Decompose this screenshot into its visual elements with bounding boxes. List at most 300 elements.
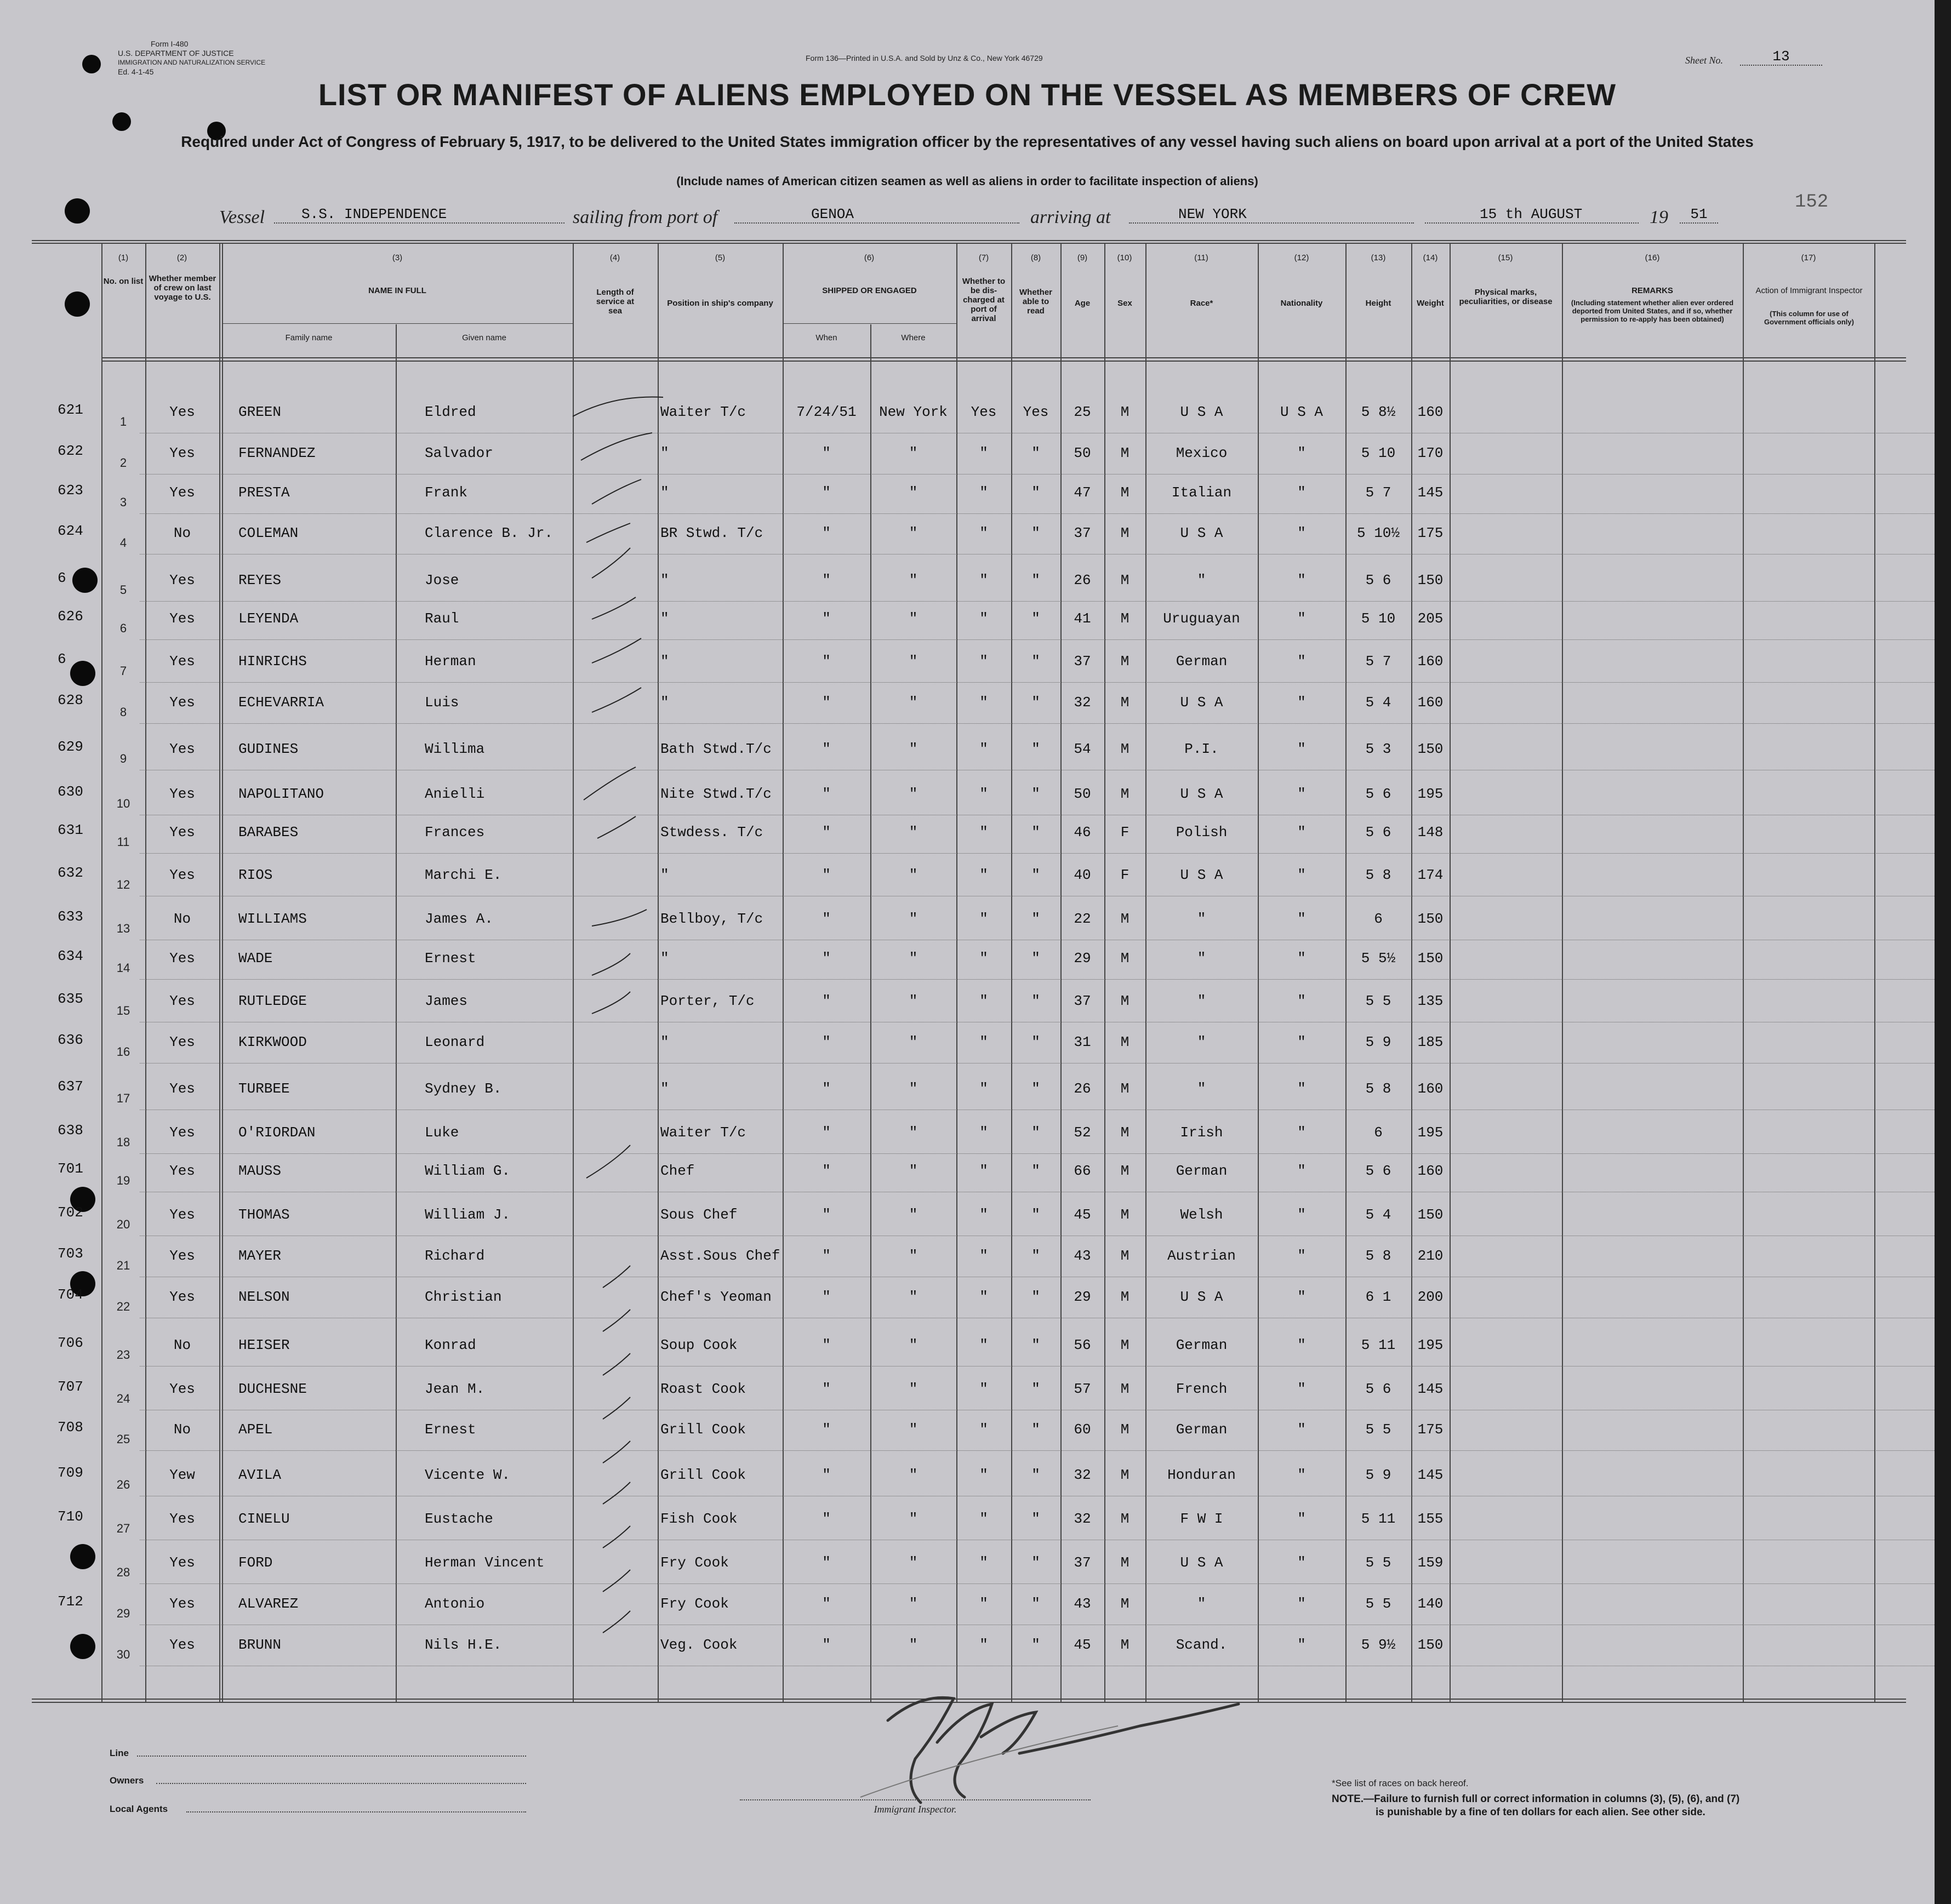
race-cell: Scand. [1176,1637,1228,1653]
shipped-where-cell: " [909,1554,918,1571]
family-name-cell: WILLIAMS [238,911,307,927]
weight-cell: 150 [1417,911,1444,927]
age-cell: 32 [1074,1511,1091,1527]
margin-row-id: 623 [58,482,83,499]
race-cell: German [1176,1421,1228,1438]
nationality-cell: " [1297,1124,1306,1141]
race-cell: " [1197,1080,1206,1097]
weight-cell: 200 [1417,1289,1444,1305]
height-cell: 5 9½ [1361,1637,1396,1653]
port-from: GENOA [734,206,1019,224]
shipped-where-cell: " [909,1467,918,1483]
margin-row-id: 708 [58,1419,83,1436]
age-cell: 43 [1074,1248,1091,1264]
table-row [0,981,1935,1022]
given-name-cell: Herman [425,653,476,670]
agents-field [186,1811,526,1812]
table-row [0,1583,1935,1625]
race-cell: U S A [1180,525,1223,541]
position-cell: Fry Cook [660,1596,729,1612]
row-number: 24 [116,1392,130,1405]
discharge-cell: " [979,741,988,757]
page-subtitle: Required under Act of Congress of February 5, 1917, to be delivered to the United States immigration officer by the representatives of any vessel having such aliens on board upon arrival at a port of the United States [181,133,1754,150]
given-name-cell: Clarence B. Jr. [425,525,554,541]
age-cell: 41 [1074,610,1091,627]
prev-voyage-cell: No [173,525,191,541]
prev-voyage-cell: No [173,911,191,927]
sheet-label: Sheet No. [1685,55,1723,66]
nationality-cell: " [1297,1034,1306,1050]
sailing-label: sailing from port of [573,207,718,227]
race-cell: Honduran [1167,1467,1236,1483]
row-number: 21 [116,1259,130,1272]
page-title: LIST OR MANIFEST OF ALIENS EMPLOYED ON THE VESSEL AS MEMBERS OF CREW [318,77,1617,112]
given-name-cell: William J. [425,1207,511,1223]
race-cell: F W I [1180,1511,1223,1527]
shipped-where-cell: " [909,1248,918,1264]
margin-row-id: 630 [58,784,83,800]
row-number: 18 [116,1135,130,1149]
discharge-cell: Yes [971,404,997,420]
given-name-cell: Richard [425,1248,485,1264]
position-cell: Grill Cook [660,1421,746,1438]
nationality-cell: " [1297,525,1306,541]
row-number: 23 [116,1348,130,1362]
dept-line1: U.S. DEPARTMENT OF JUSTICE [118,49,234,58]
row-number: 4 [119,536,127,550]
sex-cell: M [1120,1596,1129,1612]
family-name-cell: RUTLEDGE [238,993,307,1009]
table-row [0,560,1935,602]
height-cell: 5 10 [1361,610,1396,627]
row-number: 29 [116,1606,130,1620]
shipped-when-cell: " [822,867,831,883]
height-cell: 5 5½ [1361,950,1396,967]
sex-cell: M [1120,610,1129,627]
column-number: (9) [1077,253,1088,262]
form-code: Ed. 4-1-45 [118,67,154,76]
agents-label: Local Agents [110,1804,168,1814]
given-name-cell: Eldred [425,404,476,420]
shipped-when-cell: " [822,1207,831,1223]
row-separator [140,979,1935,980]
shipped-when-cell: " [822,1381,831,1397]
column-number: (5) [715,253,726,262]
able-to-read-cell: " [1031,1207,1040,1223]
shipped-where-cell: " [909,950,918,967]
able-to-read-cell: " [1031,525,1040,541]
sex-cell: F [1120,867,1129,883]
given-name-cell: Vicente W. [425,1467,511,1483]
margin-row-id: 626 [58,608,83,625]
row-separator [140,853,1935,854]
prev-voyage-cell: Yes [169,1381,195,1397]
height-cell: 5 7 [1365,484,1391,501]
margin-row-id: 6 [58,570,66,586]
row-number: 10 [116,797,130,810]
discharge-cell: " [979,993,988,1009]
sex-cell: M [1120,484,1129,501]
given-name-cell: Herman Vincent [425,1554,545,1571]
age-cell: 43 [1074,1596,1091,1612]
height-cell: 5 6 [1365,572,1391,588]
nationality-cell: " [1297,1421,1306,1438]
age-cell: 66 [1074,1163,1091,1179]
sex-cell: M [1120,1034,1129,1050]
age-cell: 47 [1074,484,1091,501]
shipped-when-cell: " [822,741,831,757]
age-cell: 37 [1074,653,1091,670]
column-number: (8) [1030,253,1041,262]
page-stamp: 152 [1795,192,1829,213]
col-sex-header: Sex [1117,299,1132,308]
height-cell: 6 [1374,911,1383,927]
margin-row-id: 702 [58,1204,83,1221]
table-row [0,1236,1935,1277]
sex-cell: M [1120,1207,1129,1223]
shipped-when-cell: " [822,1163,831,1179]
height-cell: 5 8 [1365,867,1391,883]
weight-cell: 160 [1417,1163,1444,1179]
age-cell: 45 [1074,1207,1091,1223]
age-cell: 26 [1074,1080,1091,1097]
race-cell: U S A [1180,1289,1223,1305]
table-row [0,1194,1935,1236]
margin-row-id: 637 [58,1078,83,1095]
column-number: (11) [1194,253,1208,262]
arriving-label: arriving at [1030,207,1111,227]
weight-cell: 159 [1417,1554,1444,1571]
able-to-read-cell: " [1031,1163,1040,1179]
height-cell: 5 4 [1365,694,1391,711]
position-cell: Bath Stwd.T/c [660,741,772,757]
margin-row-id: 632 [58,865,83,881]
weight-cell: 150 [1417,1637,1444,1653]
position-cell: Sous Chef [660,1207,738,1223]
owners-field [156,1783,526,1784]
table-row [0,392,1935,433]
height-cell: 5 3 [1365,741,1391,757]
family-name-cell: LEYENDA [238,610,299,627]
discharge-cell: " [979,911,988,927]
race-cell: Italian [1171,484,1232,501]
given-name-cell: Leonard [425,1034,485,1050]
family-name-cell: FERNANDEZ [238,445,316,461]
age-cell: 22 [1074,911,1091,927]
prev-voyage-cell: Yes [169,1124,195,1141]
race-cell: " [1197,1596,1206,1612]
prev-voyage-cell: Yes [169,1637,195,1653]
table-row [0,472,1935,514]
margin-row-id: 709 [58,1465,83,1481]
sex-cell: M [1120,741,1129,757]
family-name-cell: RIOS [238,867,273,883]
race-cell: " [1197,993,1206,1009]
position-cell: " [660,610,669,627]
column-number: (14) [1423,253,1438,262]
position-cell: Veg. Cook [660,1637,738,1653]
position-cell: " [660,694,669,711]
shipped-where-cell: " [909,445,918,461]
able-to-read-cell: " [1031,694,1040,711]
race-cell: Polish [1176,824,1228,840]
position-cell: " [660,484,669,501]
family-name-cell: HINRICHS [238,653,307,670]
line-field [137,1756,526,1757]
given-name-cell: Ernest [425,950,476,967]
age-cell: 60 [1074,1421,1091,1438]
shipped-where-cell: " [909,1034,918,1050]
table-row [0,1022,1935,1064]
weight-cell: 155 [1417,1511,1444,1527]
family-name-cell: MAUSS [238,1163,282,1179]
shipped-when-cell: " [822,525,831,541]
position-cell: " [660,1034,669,1050]
given-name-cell: William G. [425,1163,511,1179]
weight-cell: 150 [1417,1207,1444,1223]
col-prev-voyage-header: Whether member of crew on last voyage to U.S. [149,274,216,302]
able-to-read-cell: " [1031,1421,1040,1438]
table-top-rule [32,240,1906,241]
prev-voyage-cell: Yes [169,404,195,420]
sex-cell: M [1120,525,1129,541]
age-cell: 37 [1074,525,1091,541]
position-cell: Chef's Yeoman [660,1289,772,1305]
prev-voyage-cell: Yes [169,1511,195,1527]
margin-row-id: 636 [58,1032,83,1048]
given-name-cell: Luis [425,694,459,711]
col-read-header: Whether able to read [1019,288,1052,316]
margin-row-id: 638 [58,1122,83,1139]
able-to-read-cell: " [1031,572,1040,588]
shipped-when-cell: " [822,1596,831,1612]
nationality-cell: " [1297,694,1306,711]
given-name-cell: Frank [425,484,468,501]
margin-row-id: 622 [58,443,83,459]
position-cell: Bellboy, T/c [660,911,763,927]
shipped-where-cell: " [909,1163,918,1179]
height-cell: 5 10 [1361,445,1396,461]
weight-cell: 135 [1417,993,1444,1009]
prev-voyage-cell: Yes [169,950,195,967]
height-cell: 5 5 [1365,1596,1391,1612]
given-name-cell: Willima [425,741,485,757]
sex-cell: M [1120,1289,1129,1305]
table-row [0,682,1935,724]
row-number: 2 [119,456,127,470]
sex-cell: M [1120,993,1129,1009]
shipped-when-cell: " [822,572,831,588]
table-row [0,729,1935,770]
weight-cell: 140 [1417,1596,1444,1612]
shipped-where-cell: " [909,1381,918,1397]
race-cell: German [1176,1337,1228,1353]
weight-cell: 150 [1417,950,1444,967]
sex-cell: M [1120,404,1129,420]
able-to-read-cell: " [1031,824,1040,840]
nationality-cell: " [1297,867,1306,883]
able-to-read-cell: " [1031,911,1040,927]
arrival-date: 15 th AUGUST [1425,206,1639,224]
able-to-read-cell: " [1031,653,1040,670]
margin-row-id: 635 [58,991,83,1007]
row-number: 11 [117,835,130,849]
col-name-header: NAME IN FULL [368,286,426,295]
discharge-cell: " [979,1511,988,1527]
able-to-read-cell: " [1031,1080,1040,1097]
nationality-cell: " [1297,1207,1306,1223]
prev-voyage-cell: Yes [169,741,195,757]
row-number: 15 [116,1004,130,1017]
race-cell: Welsh [1180,1207,1223,1223]
discharge-cell: " [979,1289,988,1305]
prev-voyage-cell: Yes [169,1248,195,1264]
age-cell: 29 [1074,1289,1091,1305]
able-to-read-cell: " [1031,950,1040,967]
height-cell: 5 6 [1365,824,1391,840]
height-cell: 5 8 [1365,1080,1391,1097]
col-when-header: When [815,333,837,342]
column-number: (17) [1801,253,1816,262]
nationality-cell: " [1297,1289,1306,1305]
weight-cell: 145 [1417,484,1444,501]
family-name-cell: THOMAS [238,1207,290,1223]
year-prefix: 19 [1650,207,1668,227]
position-cell: " [660,950,669,967]
age-cell: 26 [1074,572,1091,588]
col-family-name-header: Family name [285,333,333,342]
margin-row-id: 706 [58,1335,83,1351]
weight-cell: 195 [1417,1124,1444,1141]
prev-voyage-cell: Yes [169,572,195,588]
sex-cell: M [1120,1511,1129,1527]
margin-row-id: 621 [58,402,83,418]
weight-cell: 160 [1417,653,1444,670]
given-name-cell: Jean M. [425,1381,485,1397]
port-to: NEW YORK [1129,206,1414,224]
row-number: 1 [119,415,127,428]
weight-cell: 175 [1417,525,1444,541]
table-row [0,513,1935,554]
able-to-read-cell: " [1031,1034,1040,1050]
punch-hole [65,198,90,224]
able-to-read-cell: " [1031,445,1040,461]
discharge-cell: " [979,653,988,670]
discharge-cell: " [979,950,988,967]
given-name-cell: James A. [425,911,493,927]
position-cell: Fry Cook [660,1554,729,1571]
sheet-number: 13 [1740,48,1822,66]
position-cell: Chef [660,1163,695,1179]
row-number: 13 [116,922,130,935]
col-weight-header: Weight [1417,299,1444,308]
table-row [0,774,1935,815]
race-cell: U S A [1180,694,1223,711]
height-cell: 5 8½ [1361,404,1396,420]
nationality-cell: " [1297,1596,1306,1612]
height-cell: 5 9 [1365,1467,1391,1483]
col-marks-header: Physical marks, peculiarities, or disease [1459,288,1553,306]
family-name-cell: ECHEVARRIA [238,694,324,711]
inspector-signature [855,1671,1348,1814]
shipped-where-cell: " [909,694,918,711]
sex-cell: M [1120,1421,1129,1438]
race-cell: U S A [1180,404,1223,420]
height-cell: 6 1 [1365,1289,1391,1305]
shipped-when-cell: " [822,950,831,967]
given-name-cell: Ernest [425,1421,476,1438]
nationality-cell: " [1297,445,1306,461]
position-cell: " [660,653,669,670]
weight-cell: 175 [1417,1421,1444,1438]
col-action-header: Action of Immigrant Inspector [1755,286,1863,295]
weight-cell: 150 [1417,572,1444,588]
table-row [0,1542,1935,1584]
col-given-name-header: Given name [462,333,506,342]
family-name-cell: KIRKWOOD [238,1034,307,1050]
height-cell: 5 4 [1365,1207,1391,1223]
age-cell: 29 [1074,950,1091,967]
prev-voyage-cell: Yes [169,1596,195,1612]
sex-cell: M [1120,1554,1129,1571]
able-to-read-cell: " [1031,1124,1040,1141]
weight-cell: 148 [1417,824,1444,840]
col-height-header: Height [1365,299,1391,308]
discharge-cell: " [979,1596,988,1612]
family-name-cell: ALVAREZ [238,1596,299,1612]
col-action-note: (This column for use of Government officials only) [1764,310,1854,326]
nationality-cell: U S A [1280,404,1323,420]
discharge-cell: " [979,694,988,711]
race-cell: Irish [1180,1124,1223,1141]
year-suffix: 51 [1680,206,1718,224]
height-cell: 5 5 [1365,993,1391,1009]
table-row [0,1151,1935,1192]
family-name-cell: NELSON [238,1289,290,1305]
race-cell: U S A [1180,786,1223,802]
weight-cell: 145 [1417,1381,1444,1397]
shipped-where-cell: " [909,867,918,883]
prev-voyage-cell: No [173,1421,191,1438]
position-cell: Fish Cook [660,1511,738,1527]
discharge-cell: " [979,1337,988,1353]
nationality-cell: " [1297,572,1306,588]
col-service-header: Length of service at sea [596,288,635,316]
column-number: (15) [1498,253,1513,262]
table-row [0,641,1935,683]
age-cell: 52 [1074,1124,1091,1141]
race-cell: " [1197,911,1206,927]
race-cell: German [1176,1163,1228,1179]
shipped-where-cell: " [909,610,918,627]
family-name-cell: BARABES [238,824,299,840]
able-to-read-cell: " [1031,484,1040,501]
family-name-cell: HEISER [238,1337,290,1353]
family-name-cell: TURBEE [238,1080,290,1097]
row-number: 25 [116,1432,130,1446]
shipped-when-cell: " [822,1080,831,1097]
able-to-read-cell: " [1031,741,1040,757]
col-where-header: Where [901,333,926,342]
margin-row-id: 634 [58,948,83,964]
discharge-cell: " [979,1637,988,1653]
weight-cell: 160 [1417,694,1444,711]
column-number: (7) [978,253,989,262]
race-cell: Austrian [1167,1248,1236,1264]
nationality-cell: " [1297,1080,1306,1097]
able-to-read-cell: " [1031,1467,1040,1483]
nationality-cell: " [1297,911,1306,927]
